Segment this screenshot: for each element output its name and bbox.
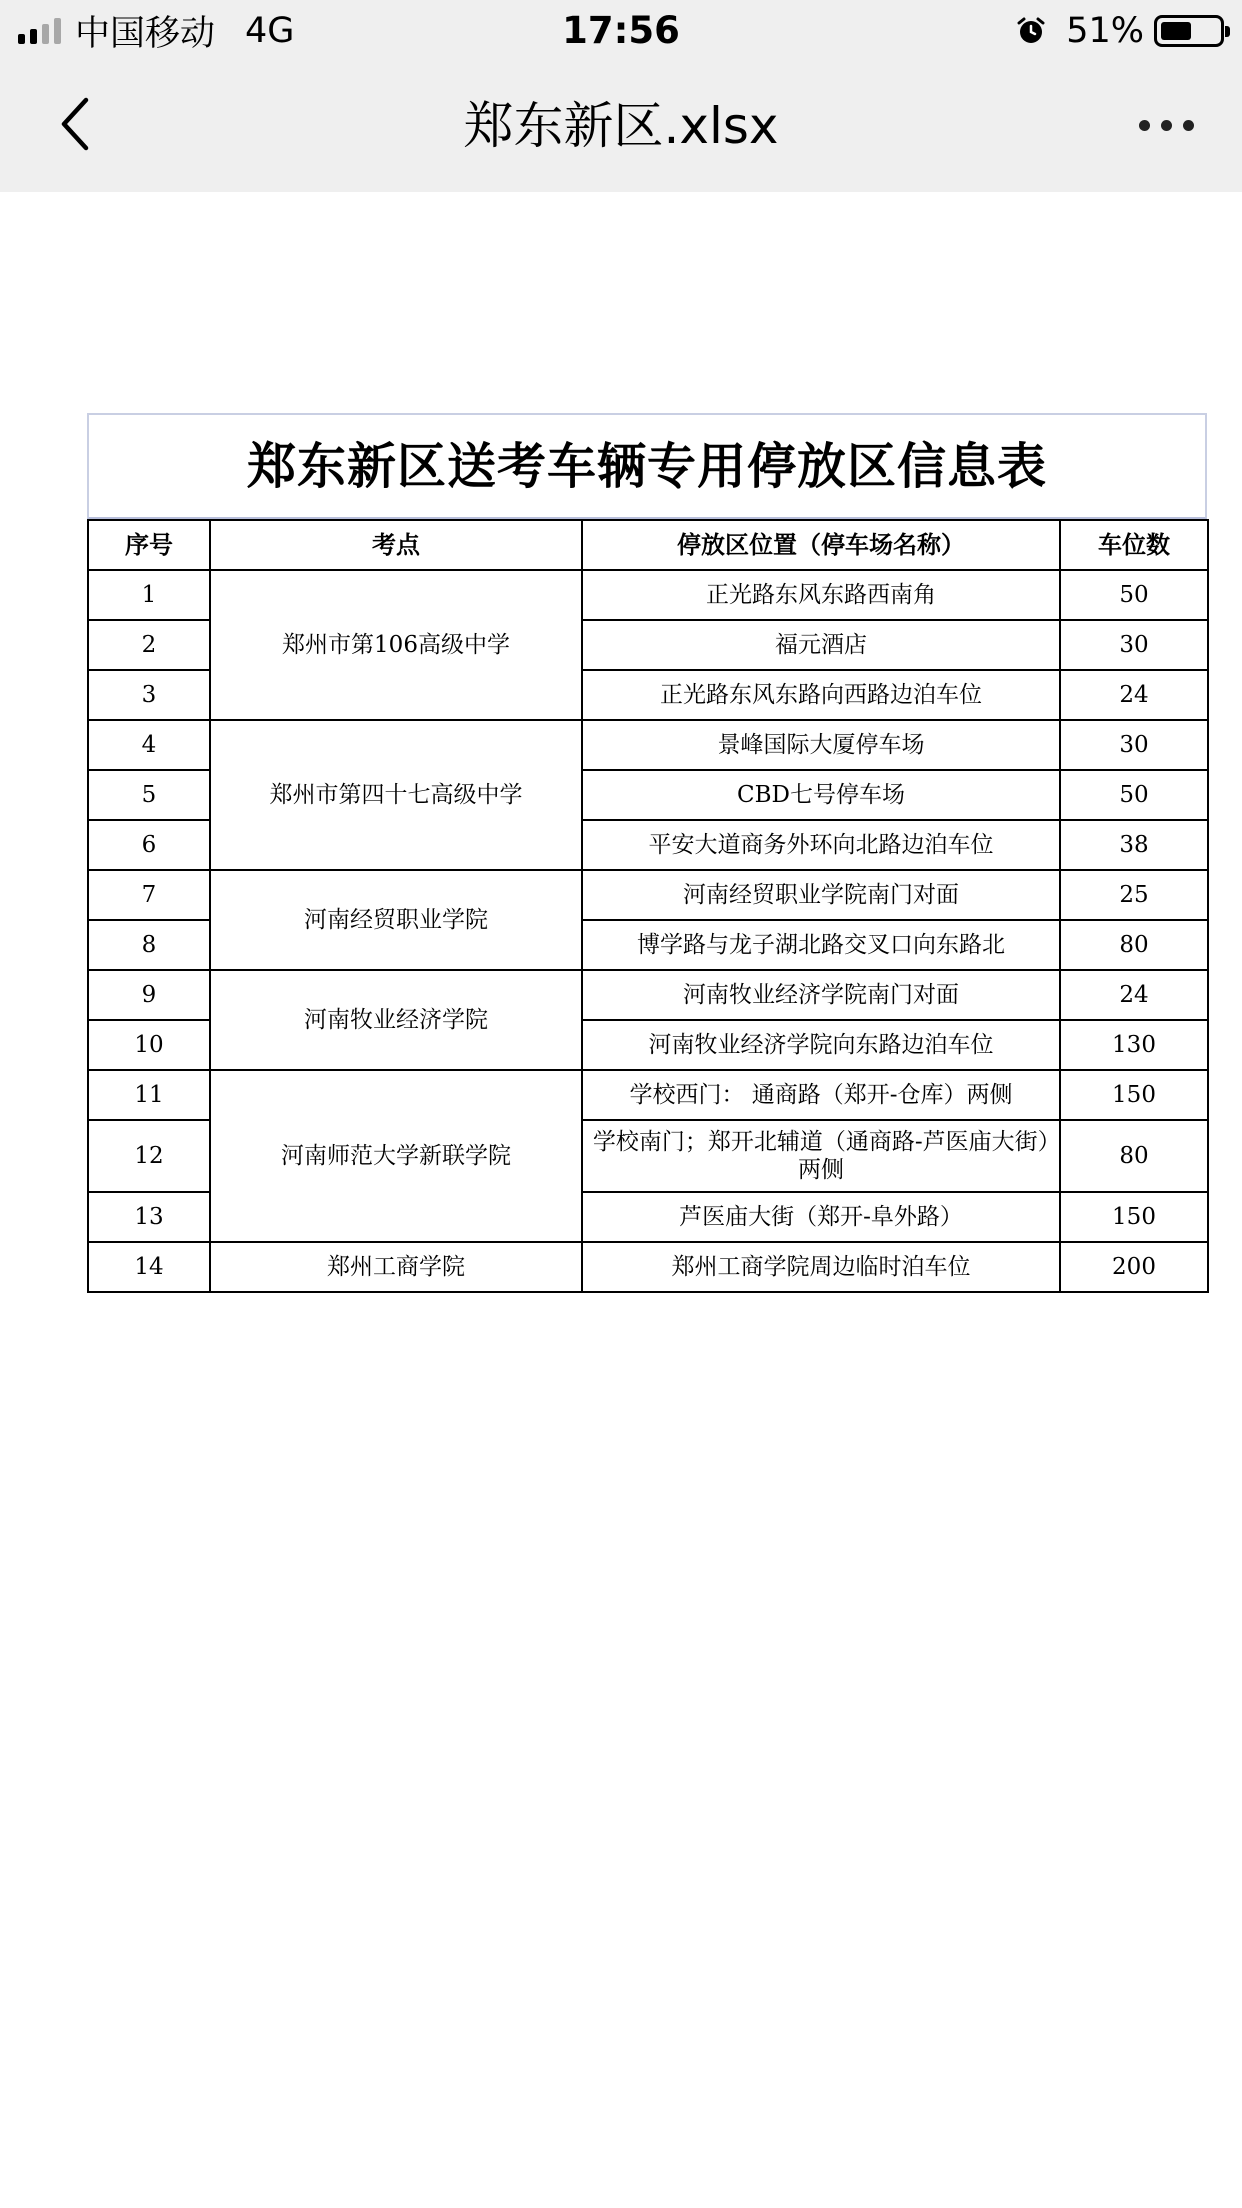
spaces-cell: 80 xyxy=(1060,920,1208,970)
table-row xyxy=(88,720,1208,770)
location-cell: CBD七号停车场 xyxy=(582,770,1060,820)
header-school: 考点 xyxy=(210,520,582,570)
row-no: 2 xyxy=(88,620,210,670)
location-cell: 博学路与龙子湖北路交叉口向东路北 xyxy=(582,920,1060,970)
alarm-icon xyxy=(1016,16,1046,46)
spaces-cell: 24 xyxy=(1060,970,1208,1020)
row-no: 7 xyxy=(88,870,210,920)
header-no: 序号 xyxy=(88,520,210,570)
school-cell: 郑州市第106高级中学 xyxy=(210,570,582,720)
location-cell: 景峰国际大厦停车场 xyxy=(582,720,1060,770)
table-row xyxy=(88,870,1208,920)
location-cell: 学校西门： 通商路（郑开-仓库）两侧 xyxy=(582,1070,1060,1120)
row-no: 14 xyxy=(88,1242,210,1292)
header-location: 停放区位置（停车场名称） xyxy=(582,520,1060,570)
battery-icon xyxy=(1154,15,1224,47)
row-no: 1 xyxy=(88,570,210,620)
table-header-row xyxy=(88,520,1208,570)
spaces-cell: 24 xyxy=(1060,670,1208,720)
school-cell: 河南经贸职业学院 xyxy=(210,870,582,970)
location-cell: 河南牧业经济学院南门对面 xyxy=(582,970,1060,1020)
spaces-cell: 25 xyxy=(1060,870,1208,920)
location-cell: 郑州工商学院周边临时泊车位 xyxy=(582,1242,1060,1292)
status-bar xyxy=(0,0,1242,62)
table-row xyxy=(88,570,1208,620)
location-cell: 芦医庙大街（郑开-阜外路） xyxy=(582,1192,1060,1242)
row-no: 3 xyxy=(88,670,210,720)
row-no: 11 xyxy=(88,1070,210,1120)
row-no: 5 xyxy=(88,770,210,820)
row-no: 9 xyxy=(88,970,210,1020)
status-right xyxy=(1016,0,1224,62)
page-title: 郑东新区.xlsx xyxy=(463,97,779,155)
row-no: 6 xyxy=(88,820,210,870)
carrier-name: 中国移动 xyxy=(75,14,216,54)
spaces-cell: 80 xyxy=(1060,1120,1208,1192)
spaces-cell: 38 xyxy=(1060,820,1208,870)
spaces-cell: 130 xyxy=(1060,1020,1208,1070)
school-cell: 河南师范大学新联学院 xyxy=(210,1070,582,1242)
row-no: 8 xyxy=(88,920,210,970)
status-time: 17:56 xyxy=(562,9,680,52)
spaces-cell: 150 xyxy=(1060,1070,1208,1120)
location-cell: 学校南门；郑开北辅道（通商路-芦医庙大街）两侧 xyxy=(582,1120,1060,1192)
table-row xyxy=(88,970,1208,1020)
nav-bar xyxy=(0,62,1242,192)
location-cell: 河南牧业经济学院向东路边泊车位 xyxy=(582,1020,1060,1070)
header-spaces: 车位数 xyxy=(1060,520,1208,570)
row-no: 10 xyxy=(88,1020,210,1070)
school-cell: 河南牧业经济学院 xyxy=(210,970,582,1070)
table-row xyxy=(88,1242,1208,1292)
more-dots-icon[interactable] xyxy=(1139,120,1194,131)
battery-fill xyxy=(1161,22,1191,40)
school-cell: 郑州市第四十七高级中学 xyxy=(210,720,582,870)
sheet-title: 郑东新区送考车辆专用停放区信息表 xyxy=(87,413,1207,519)
location-cell: 正光路东风东路向西路边泊车位 xyxy=(582,670,1060,720)
spreadsheet xyxy=(87,413,1207,1293)
spaces-cell: 50 xyxy=(1060,770,1208,820)
spaces-cell: 30 xyxy=(1060,620,1208,670)
row-no: 12 xyxy=(88,1120,210,1192)
parking-table xyxy=(87,519,1209,1293)
location-cell: 正光路东风东路西南角 xyxy=(582,570,1060,620)
battery-percent: 51% xyxy=(1066,11,1144,51)
row-no: 13 xyxy=(88,1192,210,1242)
network-type: 4G xyxy=(245,11,295,51)
school-cell: 郑州工商学院 xyxy=(210,1242,582,1292)
location-cell: 福元酒店 xyxy=(582,620,1060,670)
row-no: 4 xyxy=(88,720,210,770)
table-row xyxy=(88,1070,1208,1120)
spaces-cell: 150 xyxy=(1060,1192,1208,1242)
spaces-cell: 30 xyxy=(1060,720,1208,770)
spaces-cell: 50 xyxy=(1060,570,1208,620)
location-cell: 河南经贸职业学院南门对面 xyxy=(582,870,1060,920)
location-cell: 平安大道商务外环向北路边泊车位 xyxy=(582,820,1060,870)
spaces-cell: 200 xyxy=(1060,1242,1208,1292)
